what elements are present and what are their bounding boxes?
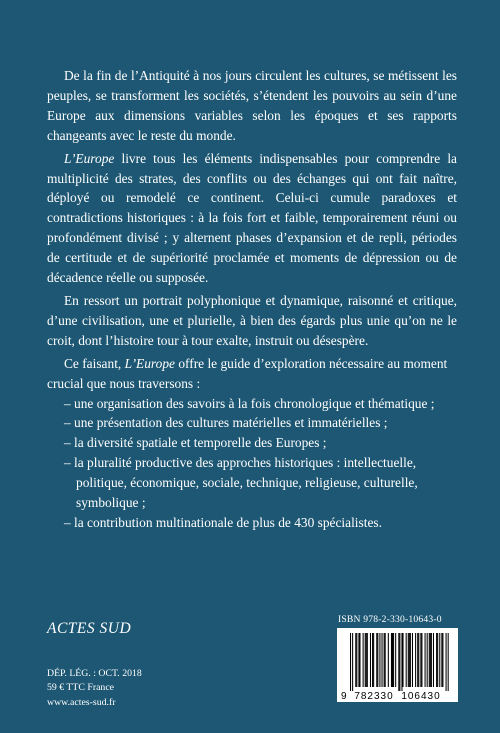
barcode-left-digits: 782330 [354, 691, 394, 702]
barcode-bar [446, 633, 447, 691]
barcode-bar [441, 633, 442, 687]
list-item: – la pluralité productive des approches historiques : intellectuelle, politique, économique, sociale, technique, religieuse, culturelle, symbolique ; [64, 455, 418, 511]
barcode-bar [439, 633, 440, 687]
paragraph-2 [47, 149, 457, 288]
barcode-bar [421, 633, 422, 687]
barcode-bar [433, 633, 434, 687]
barcode-bar [376, 633, 377, 687]
barcode-bar [406, 633, 407, 687]
barcode-bar [442, 633, 443, 687]
barcode-right-digits: 106430 [401, 691, 441, 702]
list-item: – la contribution multinationale de plus de 430 spécialistes. [64, 514, 382, 530]
barcode-first-digit: 9 [341, 691, 347, 702]
barcode-bar [370, 633, 371, 687]
barcode-bar [365, 633, 366, 687]
barcode-bar [401, 633, 402, 691]
barcode-bar [373, 633, 374, 687]
barcode-bar [417, 633, 418, 687]
barcode-bar [448, 633, 449, 691]
barcode-bar [398, 633, 399, 691]
barcode-bar [403, 633, 404, 687]
barcode-bar [399, 633, 400, 691]
feature-list [47, 394, 457, 533]
barcode-bar [355, 633, 356, 687]
barcode-bar [392, 633, 393, 687]
paragraph-4-text: offre le guide d’exploration nécessaire au moment crucial que nous traversons : [47, 355, 448, 391]
barcode-bar [409, 633, 410, 687]
barcode-bar [412, 633, 413, 687]
barcode-bar [436, 633, 437, 687]
paragraph-4 [47, 354, 457, 394]
barcode-bar [430, 633, 431, 687]
barcode-bar [391, 633, 392, 687]
barcode-bar [427, 633, 428, 687]
barcode-bar [367, 633, 368, 687]
legal-info [47, 667, 142, 710]
barcode-bar [356, 633, 357, 687]
barcode [337, 628, 458, 702]
barcode-graphic [337, 628, 458, 702]
barcode-bar [420, 633, 421, 687]
price: 59 € TTC France [47, 682, 115, 694]
barcode-bar [425, 633, 426, 687]
paragraph-3: En ressort un portrait polyphonique et dynamique, raisonné et critique, d’une civilisation, une et plurielle, à bien des égards plus unie qu’on ne le croit, dont l’histoire tour à tour exalte, instruit ou désespère. [47, 292, 457, 348]
barcode-bar [366, 633, 367, 687]
website: www.actes-sud.fr [47, 696, 116, 708]
legal-deposit: DÉP. LÉG. : OCT. 2018 [47, 668, 142, 679]
barcode-bar [363, 633, 364, 687]
list-item: – une présentation des cultures matérielles et immatérielles ; [64, 415, 388, 431]
barcode-bar [393, 633, 394, 687]
isbn: ISBN 978-2-330-10643-0 [338, 614, 442, 625]
back-cover-text [47, 66, 457, 533]
barcode-bar [429, 633, 430, 687]
barcode-bar [385, 633, 386, 687]
barcode-bar [352, 633, 353, 691]
barcode-bar [418, 633, 419, 687]
paragraph-1: De la fin de l’Antiquité à nos jours circulent les cultures, se métissent les peuples, se transforment les sociétés, s’étendent les pouvoirs au sein d’une Europe aux dimensions variables selon les époques et ses rapports changeants avec le reste du monde. [47, 68, 457, 143]
barcode-bar [377, 633, 378, 687]
barcode-bar [382, 633, 383, 687]
paragraph-2-text: livre tous les éléments indispensables pour comprendre la multiplicité des strates, des conflits ou des échanges qui ont fait naître, déployé ou remodelé ce continent. Celui-ci cumule paradoxes et contradictions historiques : à la fois fort et faible, temporairement réuni ou profondément divisé ; y alternent phases d’expansion et de repli, périodes de certitude et de supériorité proclamée et moments de dépression ou de décadence réelle ou supposée. [47, 150, 457, 286]
publisher-logo: ACTES SUD [47, 620, 132, 637]
book-title: L’Europe [124, 355, 175, 371]
barcode-bar [359, 633, 360, 687]
barcode-bar [410, 633, 411, 687]
barcode-bar [415, 633, 416, 687]
barcode-bar [395, 633, 396, 687]
paragraph-4-lead: Ce faisant, [64, 355, 125, 371]
barcode-bar [431, 633, 432, 687]
barcode-bar [350, 633, 351, 691]
barcode-bar [384, 633, 385, 687]
barcode-bar [408, 633, 409, 687]
barcode-bar [379, 633, 380, 687]
barcode-bar [358, 633, 359, 687]
list-item: – la diversité spatiale et temporelle des Europes ; [64, 435, 327, 451]
barcode-bar [437, 633, 438, 687]
list-item: – une organisation des savoirs à la fois chronologique et thématique ; [64, 395, 435, 411]
barcode-bar [372, 633, 373, 687]
barcode-bar [388, 633, 389, 687]
book-title: L’Europe [64, 150, 115, 166]
